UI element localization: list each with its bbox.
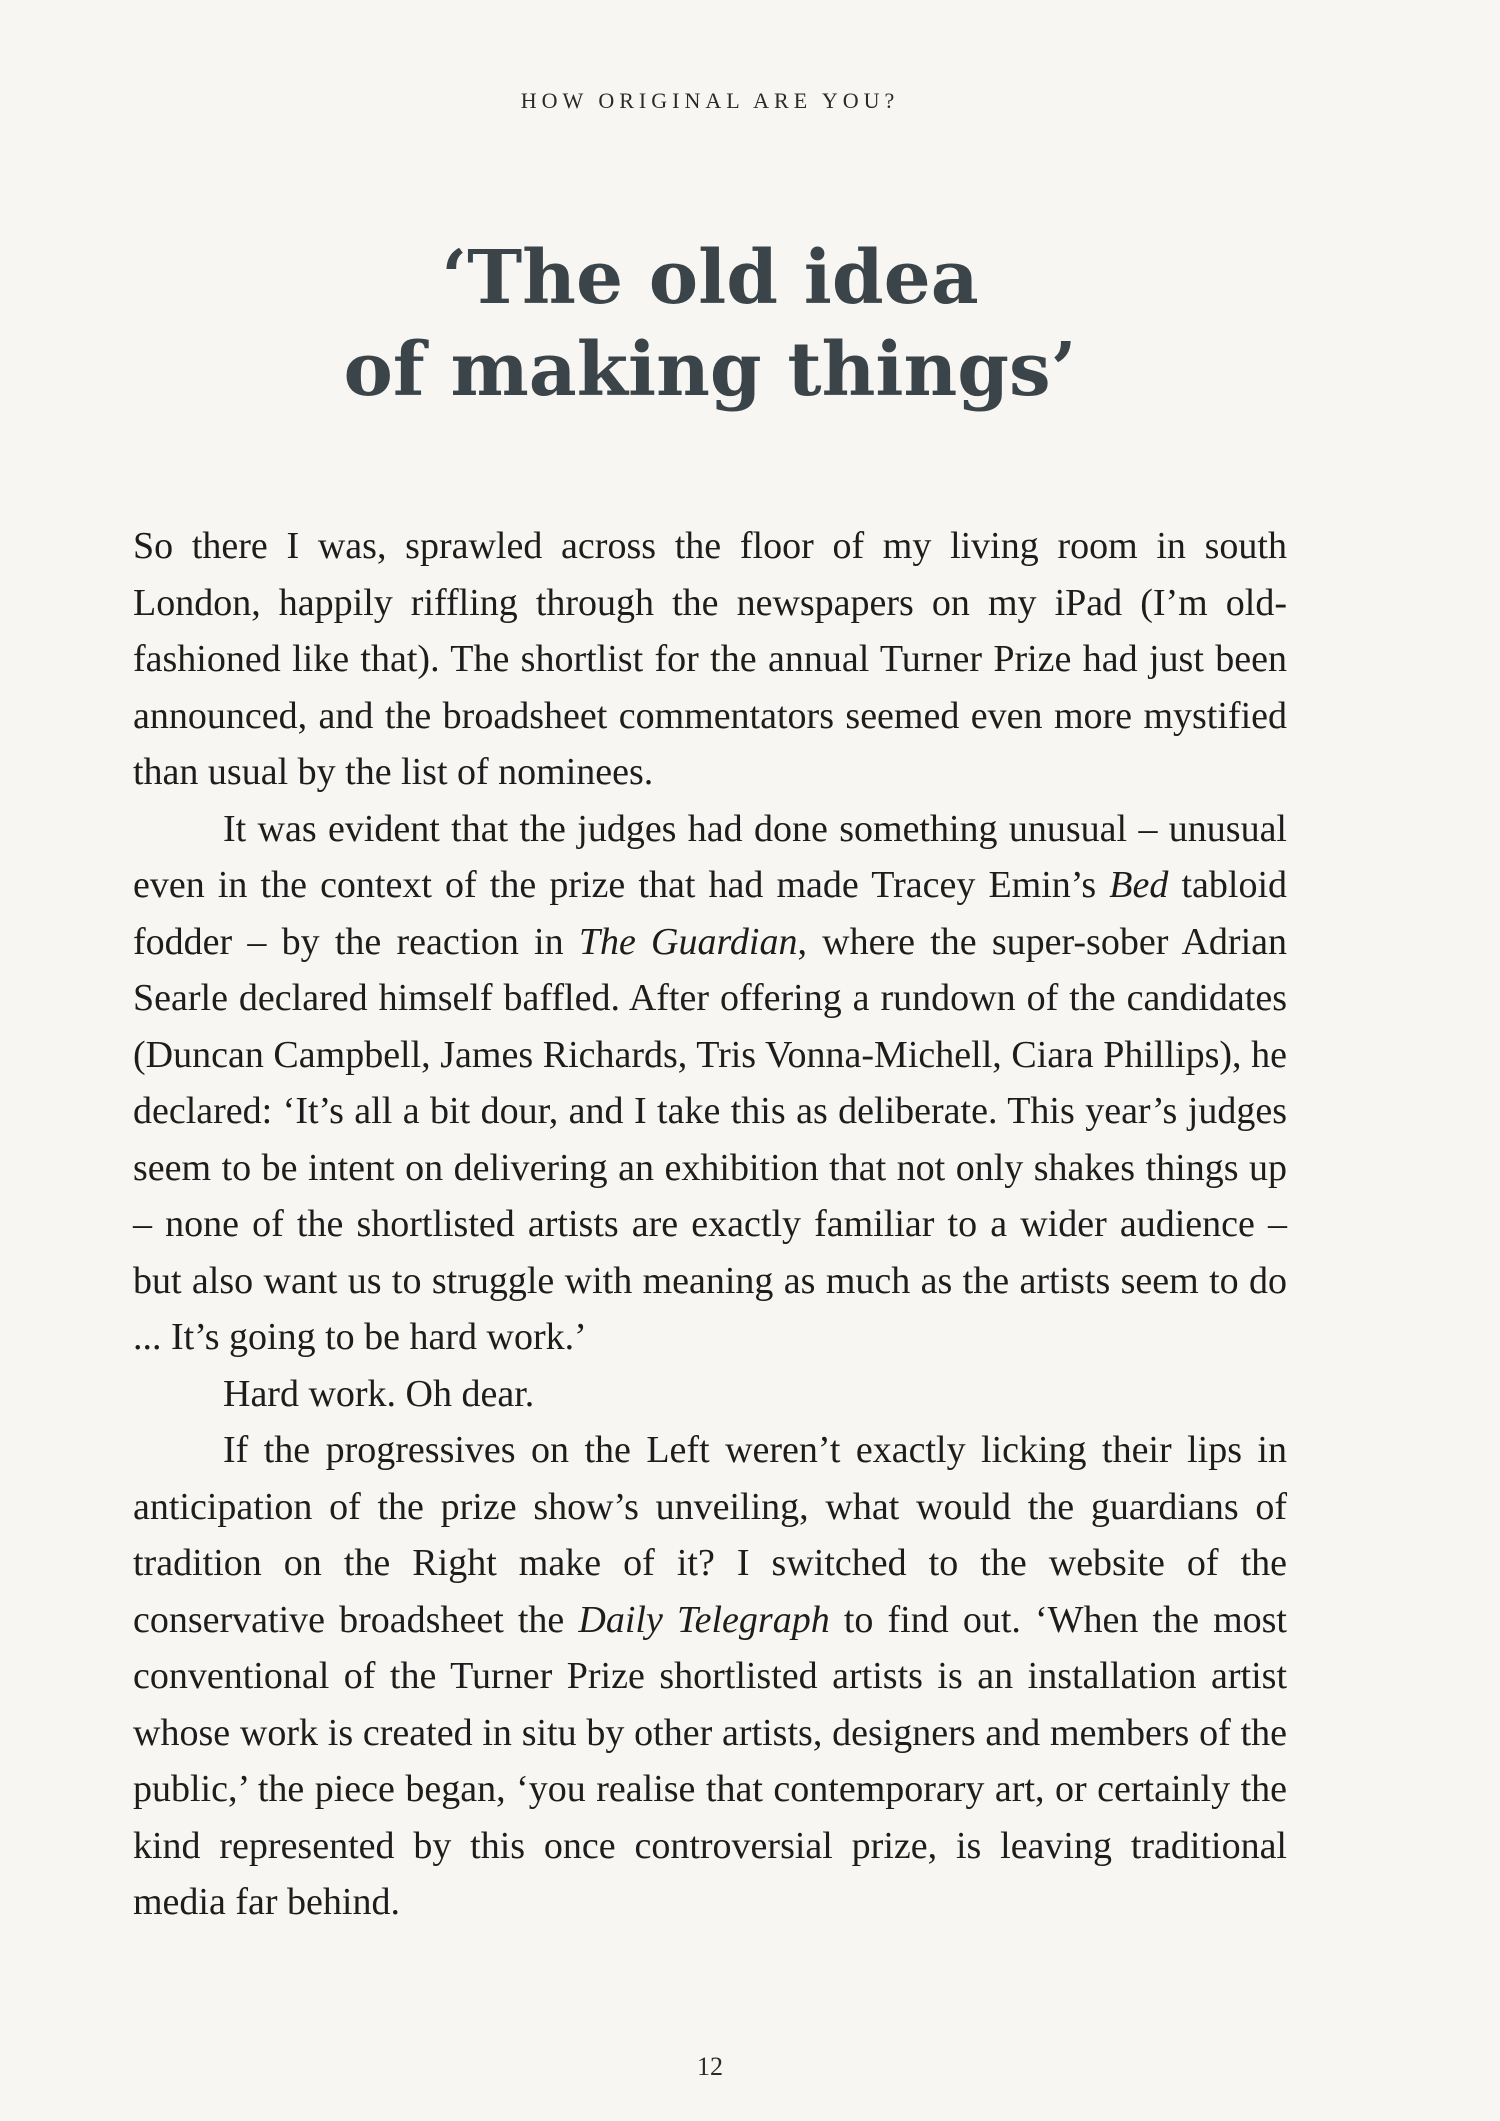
paragraph-2-italic-guardian: The Guardian	[578, 920, 798, 963]
paragraph-4-text-b: to find out. ‘When the most conventional of the Turner Prize shortlisted artists is an installation artist whose work is created in situ by other artists, designers and members of the public,’ the piece began, ‘you realise that contemporary art, or certainly the kind represented by this once controversial prize, is leaving traditional media far behind.	[133, 1598, 1287, 1923]
running-head: HOW ORIGINAL ARE YOU?	[520, 88, 900, 113]
chapter-title	[0, 232, 1420, 416]
paragraph-2-text-c: , where the super-sober Adrian Searle declared himself baffled. After offering a rundown of the candidates (Duncan Campbell, James Richards, Tris Vonna-Michell, Ciara Phillips), he declared: ‘It’s all a bit dour, and I take this as deliberate. This year’s judges seem to be intent on delivering an exhibition that not only shakes things up – none of the shortlisted artists are exactly familiar to a wider audience – but also want us to struggle with meaning as much as the artists seem to do ... It’s going to be hard work.’	[133, 920, 1288, 1358]
paragraph-1: So there I was, sprawled across the floor of my living room in south London, happily riffling through the newspapers on my iPad (I’m old-fashioned like that). The shortlist for the annual Turner Prize had just been announced, and the broadsheet commentators seemed even more mystified than usual by the list of nominees.	[133, 525, 1287, 793]
paragraph-2-text-b: tabloid fodder – by the reaction in	[133, 864, 1288, 963]
paragraph-2-italic-bed: Bed	[1109, 864, 1169, 906]
paragraph-4-italic-telegraph: Daily Telegraph	[578, 1598, 830, 1641]
page-number: 12	[697, 2052, 723, 2081]
paragraph-4	[133, 1422, 1287, 1931]
chapter-title-line-1: ‘The old idea	[441, 235, 979, 321]
paragraph-2	[133, 801, 1287, 1366]
paragraph-3: Hard work. Oh dear.	[223, 1372, 535, 1415]
paragraph-4-text-a: If the progressives on the Left weren’t exactly licking their lips in anticipation of the prize show’s unveiling, what would the guardians of tradition on the Right make of it? I switched to the website of the conservative broadsheet the	[133, 1429, 1287, 1641]
body-text	[133, 518, 1287, 1931]
chapter-title-line-2: of making things’	[343, 327, 1077, 413]
paragraph-2-text-a: It was evident that the judges had done something unusual – unusual even in the context of the prize that had made Tracey Emin’s	[133, 807, 1287, 906]
